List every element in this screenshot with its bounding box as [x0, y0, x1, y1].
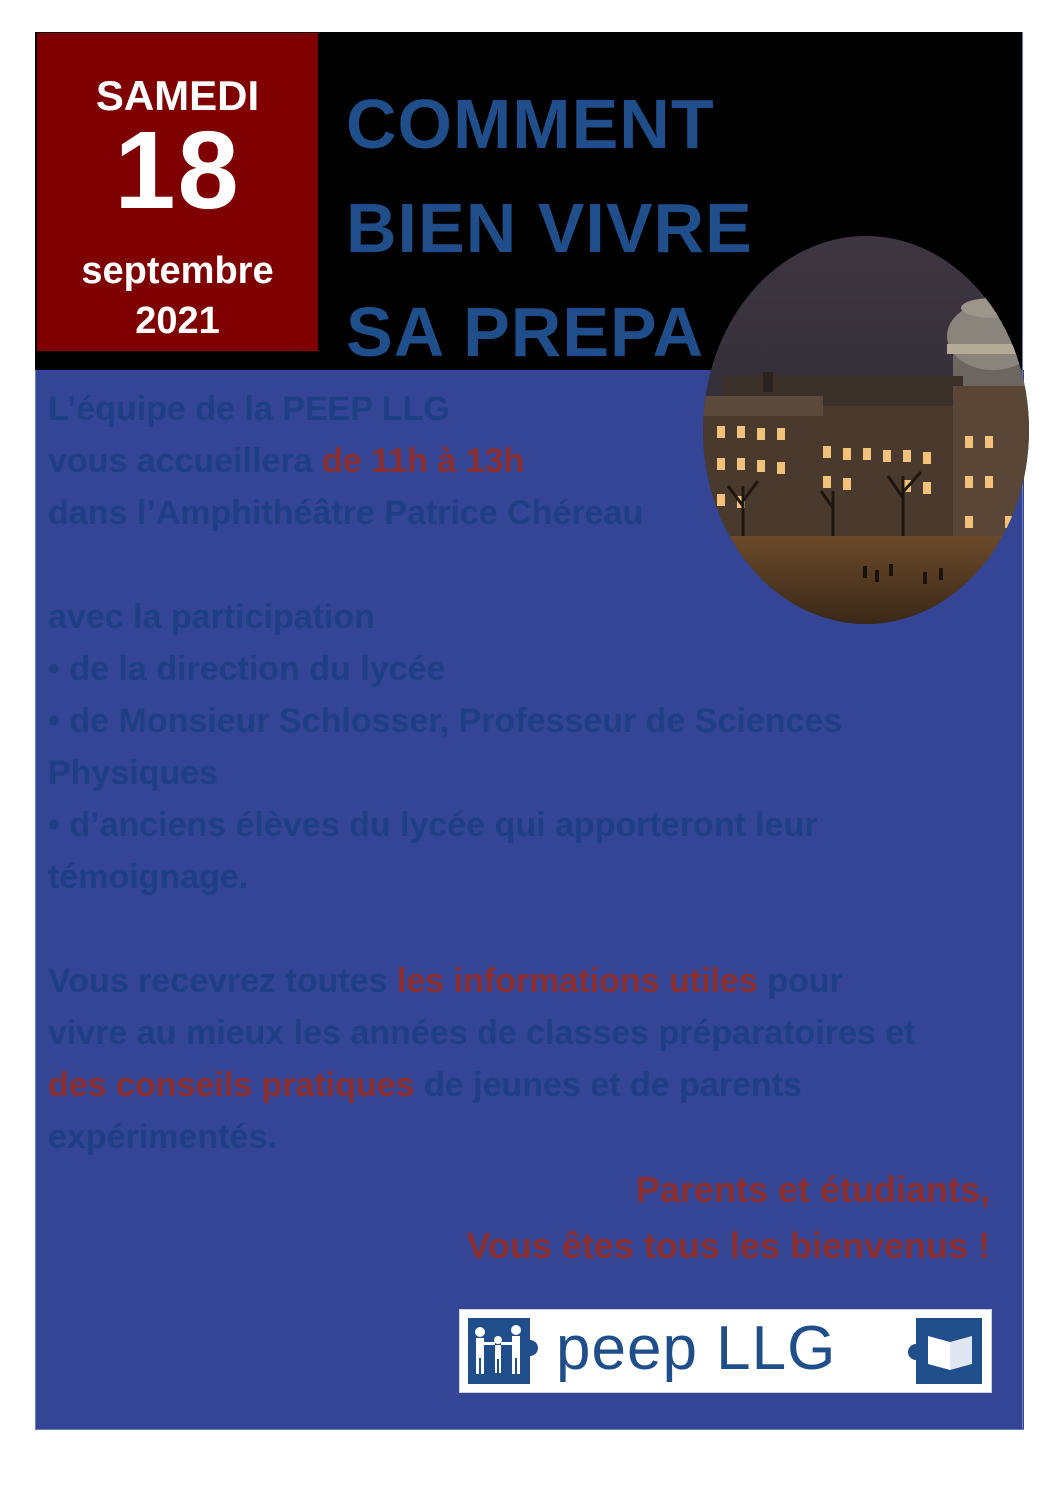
people-icon [468, 1318, 554, 1384]
closing-line-1: Parents et étudiants, [635, 1169, 990, 1210]
bullet-3-line-2: témoignage. [48, 858, 249, 896]
info-line-1-prefix: Vous recevrez toutes [48, 962, 397, 1000]
logo-text: peep LLG [556, 1314, 837, 1383]
intro-line-1: L’équipe de la PEEP LLG [48, 390, 450, 428]
bullet-3-line-1: • d’anciens élèves du lycée qui apporteront leur [48, 806, 818, 844]
info-line-1-suffix: pour [757, 962, 843, 1000]
participation-heading: avec la participation [48, 598, 375, 636]
body-text [48, 383, 998, 1163]
bullet-1: • de la direction du lycée [48, 650, 446, 688]
bullet-2-line-1: • de Monsieur Schlosser, Professeur de Sciences [48, 702, 843, 740]
date-box [37, 33, 318, 351]
date-day-name: SAMEDI [95, 72, 260, 119]
peep-llg-logo [459, 1309, 992, 1393]
info-highlight-2: des conseils pratiques [48, 1066, 415, 1104]
date-year: 2021 [135, 300, 220, 342]
closing-message [467, 1162, 990, 1274]
title-line-2: BIEN VIVRE [346, 189, 753, 267]
page-title [346, 72, 766, 384]
intro-line-3: dans l’Amphithéâtre Patrice Chéreau [48, 494, 644, 532]
info-highlight-1: les informations utiles [396, 962, 758, 1000]
panel-border [1022, 32, 1023, 1430]
intro-line-2-prefix: vous accueillera [48, 442, 323, 480]
date-day-number: 18 [114, 109, 241, 232]
title-line-3: SA PREPA [346, 293, 705, 371]
info-line-3 [48, 1059, 998, 1111]
info-line-3-suffix: de jeunes et de parents [414, 1066, 802, 1104]
title-line-1: COMMENT [346, 85, 715, 163]
intro-line-2 [48, 435, 998, 487]
date-month: septembre [81, 250, 274, 292]
book-icon [900, 1318, 982, 1384]
info-line-1 [48, 955, 998, 1007]
closing-line-2: Vous êtes tous les bienvenus ! [466, 1225, 990, 1266]
info-line-2: vivre au mieux les années de classes préparatoires et [48, 1014, 916, 1052]
info-line-4: expérimentés. [48, 1118, 277, 1156]
time-highlight: de 11h à 13h [322, 442, 525, 480]
bullet-2-line-2: Physiques [48, 754, 219, 792]
